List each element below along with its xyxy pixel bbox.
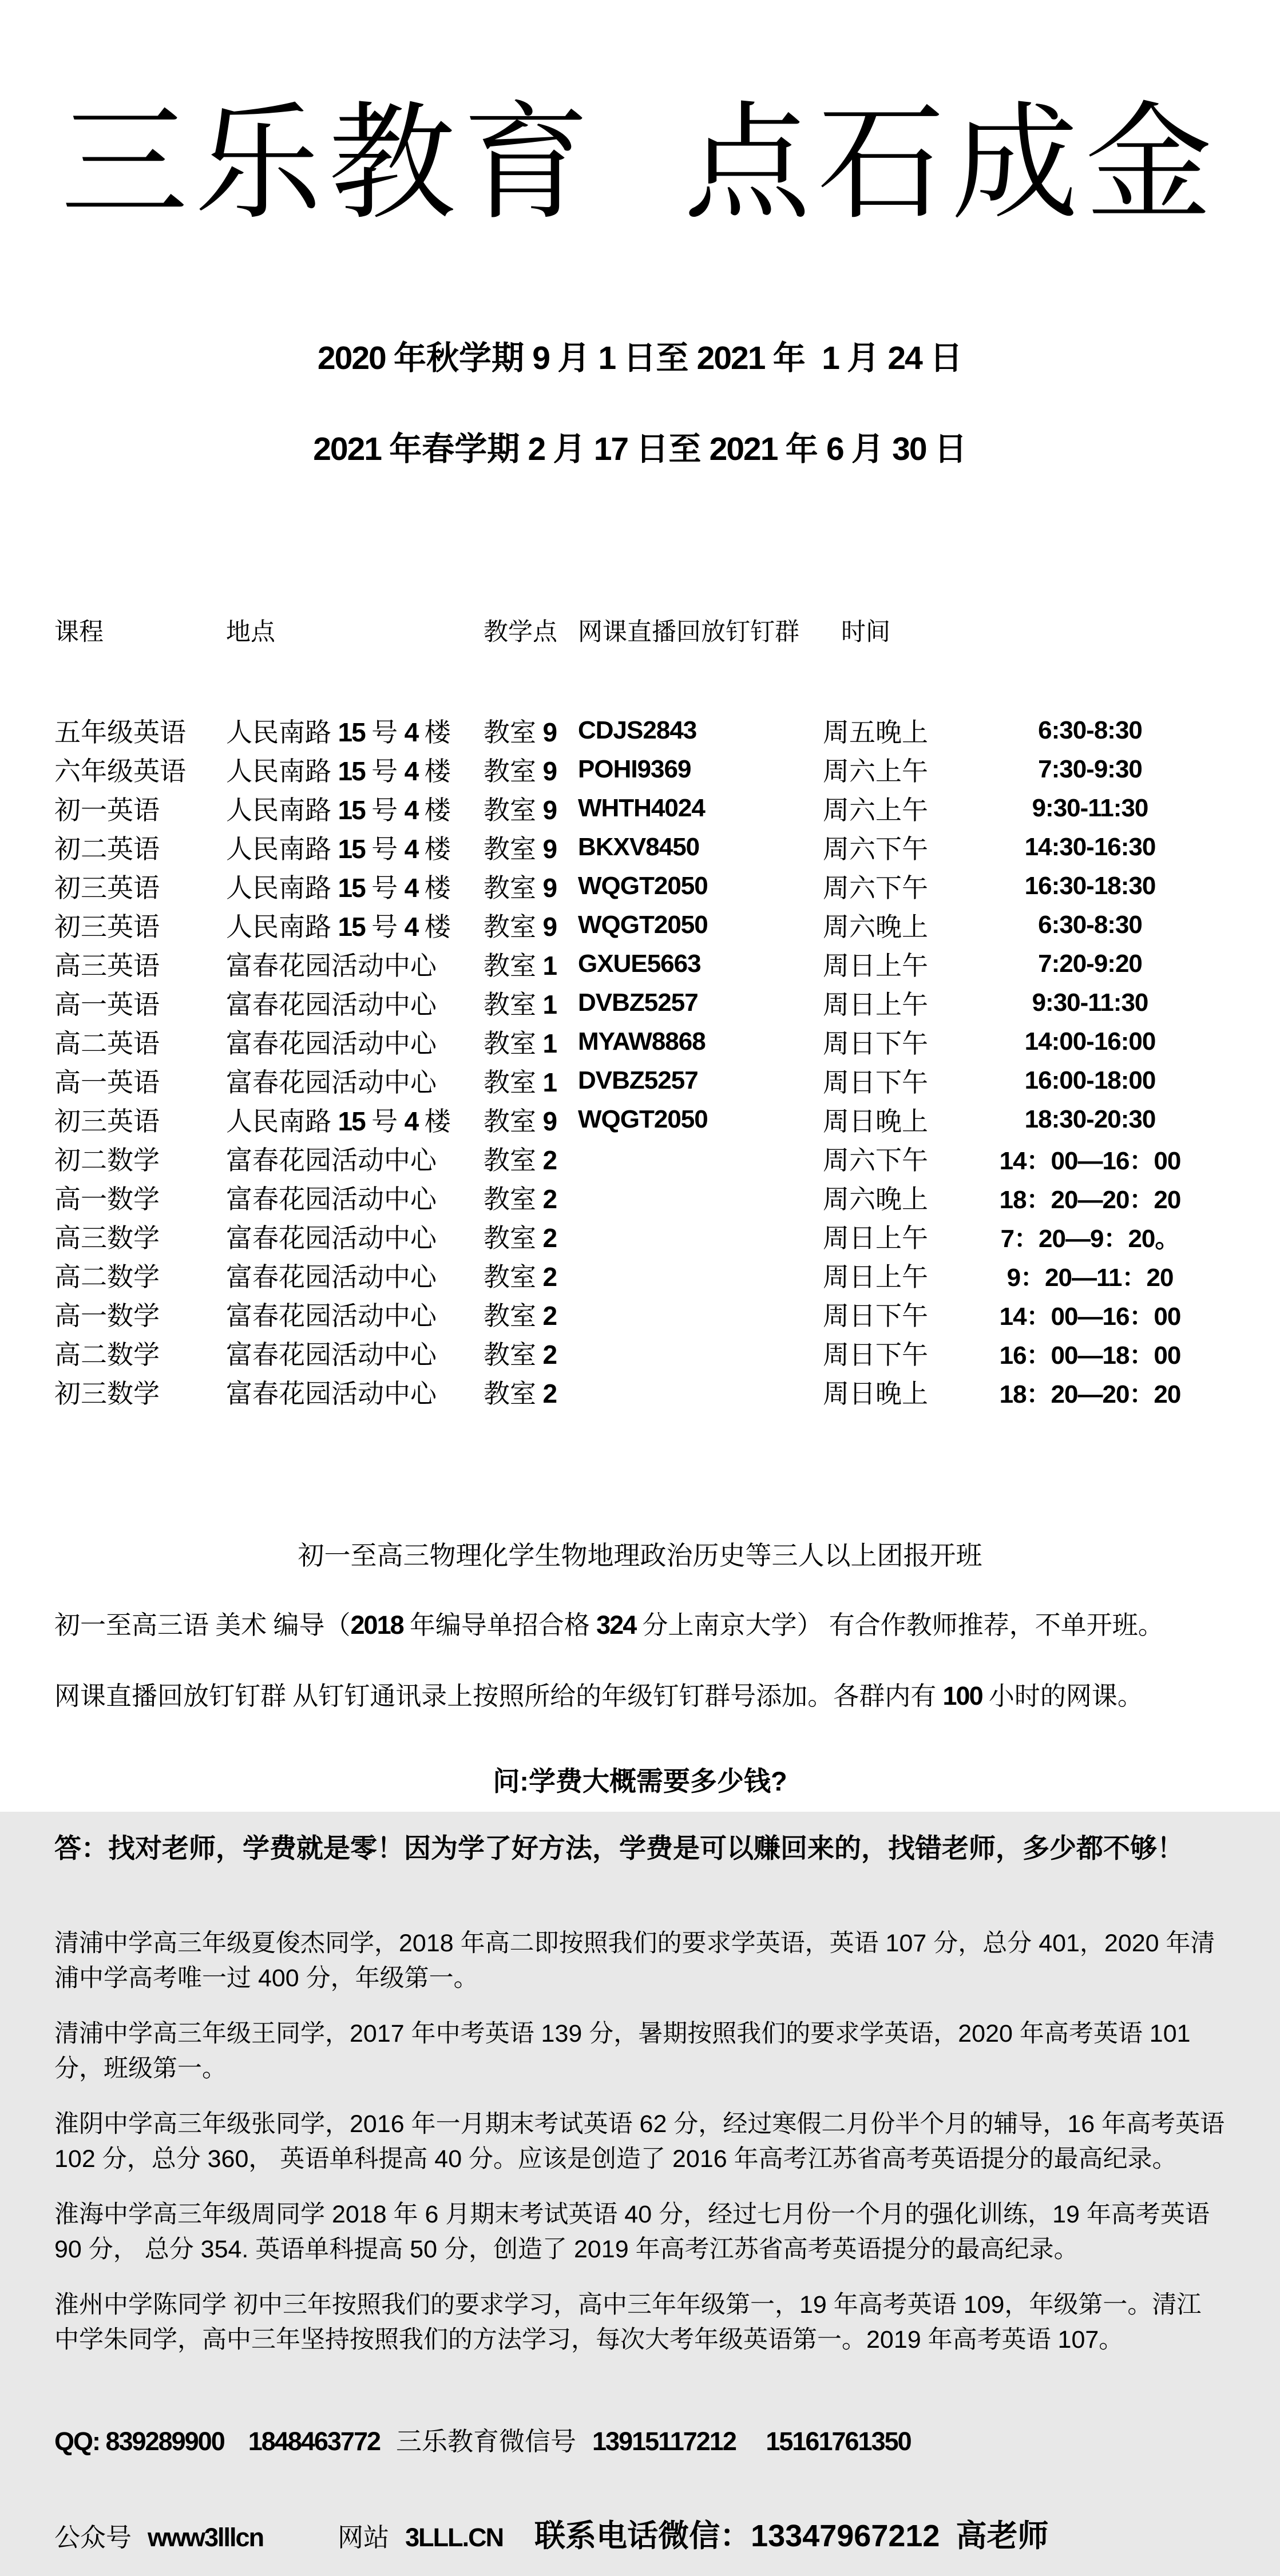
- cell-course: 高一英语: [54, 990, 160, 1019]
- testimonial-paragraph: 淮海中学高三年级周同学 2018 年 6 月期末考试英语 40 分，经过七月份一个月的强化训练，19 年高考英语 90 分， 总分 354. 英语单科提高 50 分，创造了 2019 年高考江苏省高考英语提分的最高纪录。: [54, 2201, 1216, 2263]
- semester-date-spring: 2021 年春学期 2 月 17 日至 2021 年 6 月 30 日: [313, 431, 967, 467]
- cell-course: 高二数学: [54, 1340, 160, 1370]
- official-account-value: www3lllcn: [148, 2523, 264, 2552]
- table-row: [54, 828, 1226, 867]
- cell-time: 9:30-11:30: [1032, 794, 1148, 822]
- table-row: [54, 1139, 1226, 1178]
- testimonial-paragraph: 淮阴中学高三年级张同学，2016 年一月期末考试英语 62 分，经过寒假二月份半个月的辅导，16 年高考英语 102 分，总分 360， 英语单科提高 40 分。应该是创造了 2016 年高考江苏省高考英语提分的最高纪录。: [54, 2110, 1232, 2173]
- table-row: [54, 1100, 1226, 1139]
- cell-day: 周日上午: [823, 1224, 928, 1253]
- cell-location: 人民南路 15 号 4 楼: [226, 1106, 451, 1136]
- cell-dingtalk-code: DVBZ5257: [578, 989, 698, 1017]
- cell-time: 6:30-8:30: [1038, 911, 1142, 939]
- table-row: [54, 944, 1226, 983]
- cell-dingtalk-code: WQGT2050: [578, 872, 708, 900]
- table-body: [54, 711, 1226, 1411]
- cell-location: 富春花园活动中心: [226, 1029, 437, 1058]
- semester-date-fall: 2020 年秋学期 9 月 1 日至 2021 年 1 月 24 日: [317, 340, 963, 376]
- table-row: [54, 1295, 1226, 1333]
- cell-day: 周六晚上: [823, 912, 928, 942]
- cell-time: 16：00—18：00: [999, 1341, 1181, 1370]
- cell-location: 富春花园活动中心: [226, 1185, 437, 1214]
- cell-day: 周六下午: [823, 874, 928, 903]
- cell-location: 富春花园活动中心: [226, 1224, 437, 1253]
- cell-course: 高二英语: [54, 1029, 160, 1058]
- cell-room: 教室 1: [484, 1067, 557, 1097]
- table-row: [54, 711, 1226, 750]
- table-row: [54, 1178, 1226, 1217]
- cell-day: 周日下午: [823, 1068, 928, 1097]
- cell-day: 周日下午: [823, 1301, 928, 1331]
- table-row: [54, 1333, 1226, 1372]
- cell-day: 周日上午: [823, 1263, 928, 1292]
- cell-day: 周日上午: [823, 951, 928, 981]
- cell-room: 教室 2: [484, 1379, 557, 1408]
- cell-dingtalk-code: DVBZ5257: [578, 1066, 698, 1094]
- wechat-label: 三乐教育微信号: [396, 2427, 577, 2456]
- teacher-name: 高老师: [956, 2519, 1049, 2553]
- cell-room: 教室 9: [484, 912, 557, 942]
- cell-day: 周六下午: [823, 835, 928, 864]
- cell-room: 教室 9: [484, 873, 557, 903]
- cell-room: 教室 9: [484, 1106, 557, 1136]
- cell-room: 教室 1: [484, 951, 557, 981]
- header-course: 课程: [54, 618, 104, 646]
- semester-dates: [54, 303, 1226, 505]
- cell-day: 周日晚上: [823, 1107, 928, 1136]
- testimonial-paragraph: 淮州中学陈同学 初中三年按照我们的要求学习，高中三年年级第一，19 年高考英语 109，年级第一。清江中学朱同学，高中三年坚持按照我们的方法学习，每次大考年级英语第一。2019 年高考英语 107。: [54, 2291, 1202, 2353]
- cell-time: 14：00—16：00: [999, 1147, 1181, 1175]
- testimonial-paragraph: 清浦中学高三年级夏俊杰同学，2018 年高二即按照我们的要求学英语，英语 107 分，总分 401，2020 年清浦中学高考唯一过 400 分，年级第一。: [54, 1930, 1215, 1992]
- table-row: [54, 1061, 1226, 1100]
- cell-room: 教室 9: [484, 756, 557, 786]
- cell-time: 7:20-9:20: [1038, 950, 1142, 978]
- cell-dingtalk-code: GXUE5663: [578, 950, 701, 978]
- cell-room: 教室 9: [484, 834, 557, 864]
- cell-location: 人民南路 15 号 4 楼: [226, 717, 451, 747]
- testimonial-paragraph: 清浦中学高三年级王同学，2017 年中考英语 139 分，暑期按照我们的要求学英语，2020 年高考英语 101 分，班级第一。: [54, 2020, 1198, 2082]
- testimonials: [54, 1906, 1232, 2378]
- website-value: 3LLL.CN: [405, 2523, 504, 2552]
- cell-time: 14：00—16：00: [999, 1303, 1181, 1331]
- cell-dingtalk-code: BKXV8450: [578, 833, 700, 861]
- cell-day: 周日晚上: [823, 1379, 928, 1408]
- cell-location: 人民南路 15 号 4 楼: [226, 756, 451, 786]
- cell-location: 富春花园活动中心: [226, 1263, 437, 1292]
- cell-room: 教室 1: [484, 1029, 557, 1058]
- cell-course: 初三英语: [54, 874, 160, 903]
- cell-room: 教室 2: [484, 1184, 557, 1214]
- cell-dingtalk-code: CDJS2843: [578, 716, 697, 744]
- cell-dingtalk-code: WQGT2050: [578, 911, 708, 939]
- cell-dingtalk-code: WQGT2050: [578, 1105, 708, 1133]
- cell-room: 教室 9: [484, 795, 557, 825]
- cell-course: 初三英语: [54, 912, 160, 942]
- cell-day: 周日下午: [823, 1029, 928, 1058]
- cell-day: 周六上午: [823, 757, 928, 786]
- cell-room: 教室 2: [484, 1301, 557, 1331]
- cell-room: 教室 2: [484, 1262, 557, 1292]
- cell-dingtalk-code: WHTH4024: [578, 794, 705, 822]
- cell-location: 人民南路 15 号 4 楼: [226, 795, 451, 825]
- cell-time: 6:30-8:30: [1038, 716, 1142, 744]
- cell-course: 五年级英语: [54, 718, 186, 747]
- cell-day: 周五晚上: [823, 718, 928, 747]
- cell-course: 六年级英语: [54, 757, 186, 786]
- table-header-row: [54, 609, 1226, 650]
- cell-course: 高二数学: [54, 1263, 160, 1292]
- cell-dingtalk-code: POHI9369: [578, 755, 691, 783]
- table-row: [54, 906, 1226, 944]
- cell-day: 周六下午: [823, 1146, 928, 1175]
- cell-time: 18:30-20:30: [1024, 1105, 1156, 1133]
- wechat-numbers: 13915117212 15161761350: [592, 2427, 911, 2456]
- cell-location: 富春花园活动中心: [226, 1379, 437, 1408]
- page-title: 三乐教育 点石成金: [61, 90, 1219, 237]
- cell-day: 周日上午: [823, 990, 928, 1019]
- header-location: 地点: [226, 618, 275, 646]
- cell-time: 9：20—11：20: [1006, 1264, 1174, 1292]
- cell-time: 18：20—20：20: [999, 1380, 1181, 1408]
- cell-location: 人民南路 15 号 4 楼: [226, 873, 451, 903]
- cell-course: 高一英语: [54, 1068, 160, 1097]
- table-row: [54, 1372, 1226, 1411]
- table-row: [54, 983, 1226, 1022]
- cell-course: 初三数学: [54, 1379, 160, 1408]
- qa-answer: 答：找对老师，学费就是零！因为学了好方法，学费是可以赚回来的，找错老师，多少都不够！: [54, 1833, 1184, 1863]
- cell-time: 14:00-16:00: [1024, 1027, 1156, 1055]
- cell-day: 周六上午: [823, 796, 928, 825]
- cell-time: 9:30-11:30: [1032, 989, 1148, 1017]
- cell-course: 高一数学: [54, 1185, 160, 1214]
- table-row: [54, 789, 1226, 828]
- cell-time: 7:30-9:30: [1038, 755, 1142, 783]
- contact-line-qq: [54, 2420, 1226, 2458]
- cell-location: 富春花园活动中心: [226, 951, 437, 981]
- website-label: 网站: [338, 2523, 390, 2552]
- cell-room: 教室 1: [484, 990, 557, 1019]
- cell-room: 教室 2: [484, 1223, 557, 1253]
- cell-time: 16:00-18:00: [1024, 1066, 1156, 1094]
- cell-room: 教室 2: [484, 1145, 557, 1175]
- cell-course: 高三英语: [54, 951, 160, 981]
- cell-course: 初二英语: [54, 835, 160, 864]
- table-row: [54, 867, 1226, 906]
- cell-dingtalk-code: MYAW8868: [578, 1027, 706, 1055]
- table-row: [54, 1256, 1226, 1295]
- art-course-note: 初一至高三语 美术 编导（2018 年编导单招合格 324 分上南京大学） 有合作教师推荐，不单开班。: [54, 1610, 1164, 1640]
- cell-day: 周日下午: [823, 1340, 928, 1370]
- cell-time: 16:30-18:30: [1024, 872, 1156, 900]
- cell-location: 富春花园活动中心: [226, 1340, 437, 1370]
- cell-room: 教室 9: [484, 717, 557, 747]
- table-row: [54, 1022, 1226, 1061]
- schedule-table: [54, 549, 1226, 1472]
- qa-question: 问:学费大概需要多少钱?: [493, 1766, 787, 1796]
- cell-location: 富春花园活动中心: [226, 1301, 437, 1331]
- header-dingtalk-group: 网课直播回放钉钉群: [578, 618, 799, 646]
- cell-day: 周六晚上: [823, 1185, 928, 1214]
- cell-time: 18：20—20：20: [999, 1186, 1181, 1214]
- qq-numbers: QQ: 839289900 1848463772: [54, 2427, 381, 2456]
- cell-course: 初一英语: [54, 796, 160, 825]
- cell-course: 高三数学: [54, 1224, 160, 1253]
- cell-time: 7：20—9：20。: [1000, 1225, 1180, 1253]
- cell-location: 人民南路 15 号 4 楼: [226, 912, 451, 942]
- header-room: 教学点: [484, 618, 557, 646]
- cell-location: 富春花园活动中心: [226, 990, 437, 1019]
- contact-line-web: [54, 2511, 1226, 2555]
- phone-wechat: 联系电话微信：13347967212: [534, 2519, 940, 2553]
- cell-time: 14:30-16:30: [1024, 833, 1156, 861]
- cell-course: 初二数学: [54, 1146, 160, 1175]
- cell-course: 高一数学: [54, 1301, 160, 1331]
- header-time: 时间: [841, 618, 890, 646]
- official-account-label: 公众号: [54, 2523, 132, 2552]
- table-row: [54, 750, 1226, 789]
- group-enrollment-note: 初一至高三物理化学生物地理政治历史等三人以上团报开班: [298, 1541, 982, 1570]
- cell-location: 富春花园活动中心: [226, 1146, 437, 1175]
- table-row: [54, 1217, 1226, 1256]
- cell-course: 初三英语: [54, 1107, 160, 1136]
- dingtalk-note: 网课直播回放钉钉群 从钉钉通讯录上按照所给的年级钉钉群号添加。各群内有 100 小时的网课。: [54, 1681, 1143, 1710]
- cell-location: 人民南路 15 号 4 楼: [226, 834, 451, 864]
- cell-room: 教室 2: [484, 1340, 557, 1370]
- cell-location: 富春花园活动中心: [226, 1068, 437, 1097]
